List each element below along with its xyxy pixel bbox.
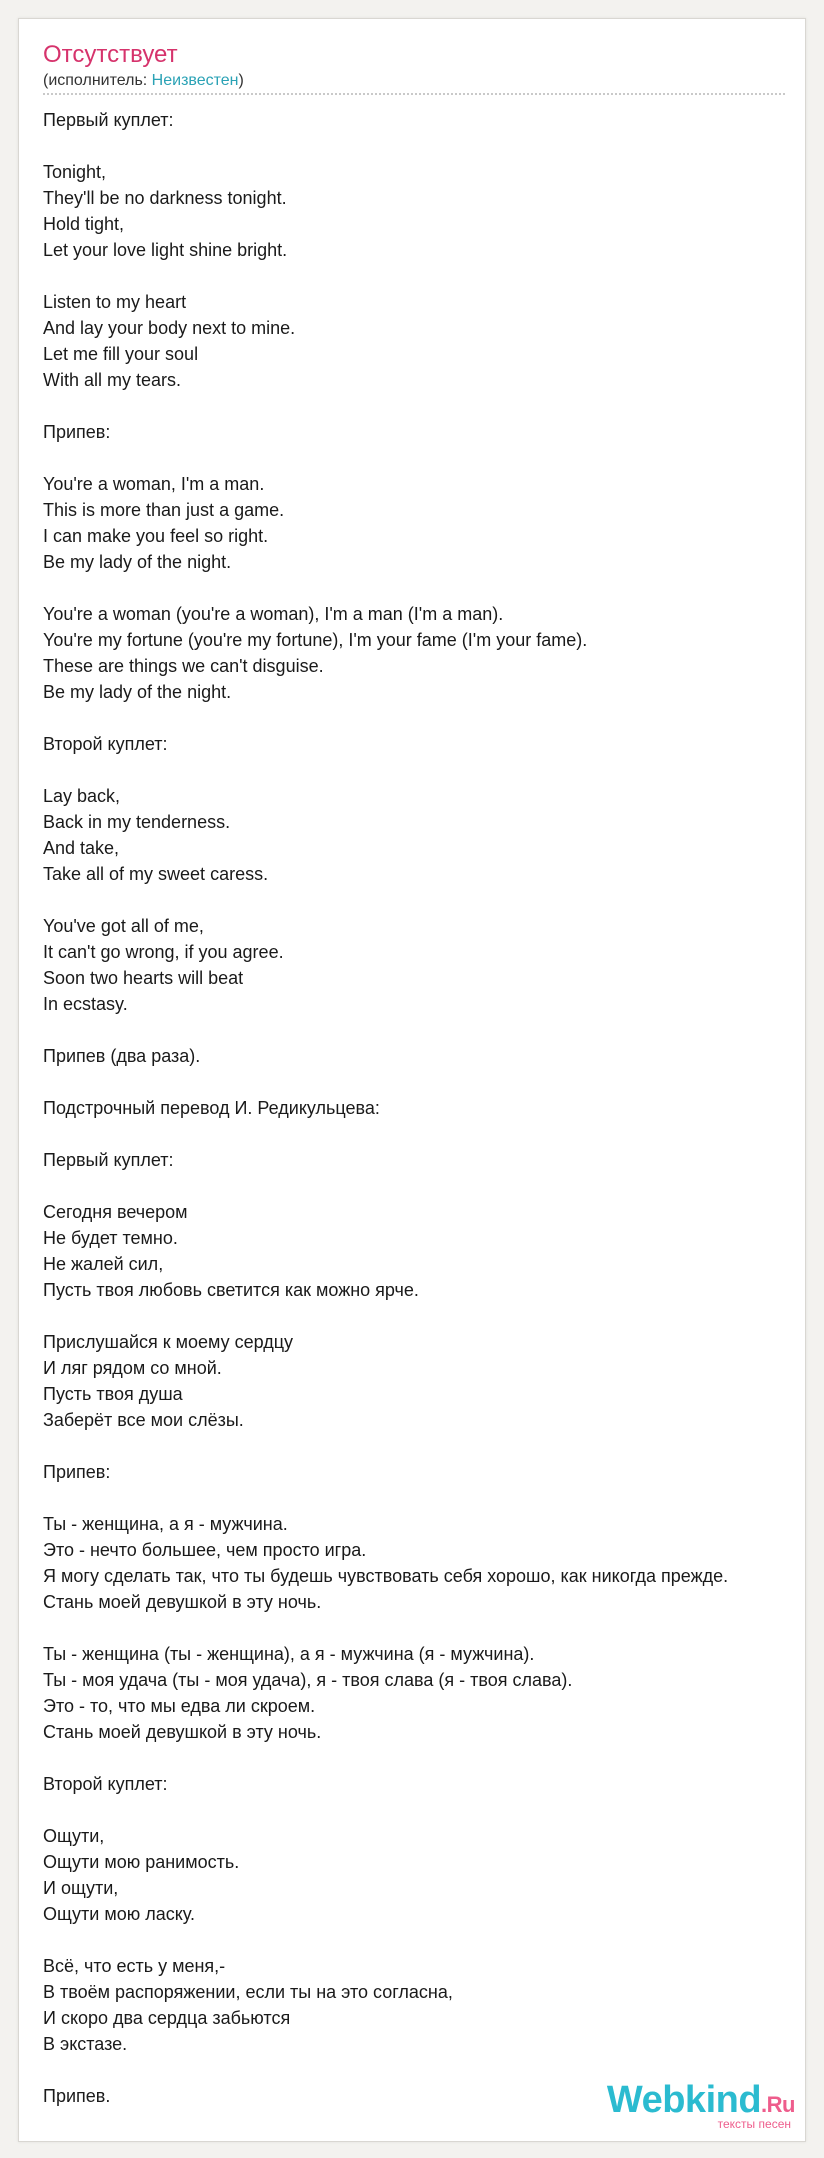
lyric-line: Не жалей сил, — [43, 1254, 164, 1274]
lyric-line — [43, 1121, 806, 1147]
lyric-line: Припев: — [43, 1462, 111, 1482]
logo-main-text: Webkind — [606, 2079, 762, 2121]
lyric-line: Пусть твоя любовь светится как можно ярче. — [43, 1280, 419, 1300]
lyric-line: Ты - моя удача (ты - моя удача), я - твоя слава (я - твоя слава). — [43, 1670, 573, 1690]
lyric-line: They'll be no darkness tonight. — [43, 188, 287, 208]
lyric-line — [43, 445, 806, 471]
lyric-line: Take all of my sweet caress. — [43, 864, 269, 884]
lyric-line: Ты - женщина, а я - мужчина. — [43, 1514, 288, 1534]
lyric-line — [43, 1433, 806, 1459]
lyric-line: Hold tight, — [43, 214, 125, 234]
lyrics-card — [18, 18, 806, 2142]
lyric-line: Второй куплет: — [43, 1774, 168, 1794]
lyric-line — [43, 1069, 806, 1095]
lyric-line: Не будет темно. — [43, 1228, 178, 1248]
lyric-line: With all my tears. — [43, 370, 182, 390]
lyric-line: Первый куплет: — [43, 110, 174, 130]
lyric-line: Заберёт все мои слёзы. — [43, 1410, 244, 1430]
lyric-line: Be my lady of the night. — [43, 552, 232, 572]
lyric-line: This is more than just a game. — [43, 500, 285, 520]
lyric-line — [43, 1797, 806, 1823]
lyric-line: Всё, что есть у меня,- — [43, 1956, 226, 1976]
lyric-line — [43, 705, 806, 731]
lyric-line: Back in my tenderness. — [43, 812, 231, 832]
lyric-line — [43, 133, 806, 159]
lyric-line: You're a woman, I'm a man. — [43, 474, 265, 494]
lyric-line — [43, 393, 806, 419]
lyric-line: Это - то, что мы едва ли скроем. — [43, 1696, 316, 1716]
header-divider — [43, 93, 785, 95]
artist-suffix: ) — [238, 72, 244, 89]
lyric-line: And take, — [43, 838, 120, 858]
lyric-line — [43, 263, 806, 289]
lyric-line: Ощути, — [43, 1826, 105, 1846]
lyric-line: Припев (два раза). — [43, 1046, 201, 1066]
logo-suffix: .Ru — [761, 2092, 795, 2117]
lyric-line: You're a woman (you're a woman), I'm a man (I'm a man). — [43, 604, 504, 624]
lyric-line — [43, 1173, 806, 1199]
site-logo[interactable] — [607, 2081, 795, 2131]
lyric-line — [43, 1745, 806, 1771]
lyric-line — [43, 575, 806, 601]
lyric-line: You've got all of me, — [43, 916, 204, 936]
lyric-line: Прислушайся к моему сердцу — [43, 1332, 294, 1352]
lyric-line: Ты - женщина (ты - женщина), а я - мужчина (я - мужчина). — [43, 1644, 535, 1664]
lyric-line: В твоём распоряжении, если ты на это согласна, — [43, 1982, 453, 2002]
lyric-line: И скоро два сердца забьются — [43, 2008, 291, 2028]
lyric-line: Я могу сделать так, что ты будешь чувствовать себя хорошо, как никогда прежде. — [43, 1566, 729, 1586]
lyric-line — [43, 1927, 806, 1953]
lyric-line — [43, 1303, 806, 1329]
lyric-line: Ощути мою ранимость. — [43, 1852, 240, 1872]
lyric-line: Стань моей девушкой в эту ночь. — [43, 1722, 322, 1742]
lyric-line: And lay your body next to mine. — [43, 318, 296, 338]
logo-wordmark — [607, 2081, 795, 2119]
lyric-line: И ощути, — [43, 1878, 119, 1898]
lyric-line: Soon two hearts will beat — [43, 968, 244, 988]
lyric-line: В экстазе. — [43, 2034, 128, 2054]
artist-prefix: (исполнитель: — [43, 72, 152, 89]
lyric-line: In ecstasy. — [43, 994, 128, 1014]
lyric-line: Ощути мою ласку. — [43, 1904, 195, 1924]
lyric-line: Припев. — [43, 2086, 111, 2106]
lyric-line — [43, 1485, 806, 1511]
lyric-line: Стань моей девушкой в эту ночь. — [43, 1592, 322, 1612]
lyric-line: Первый куплет: — [43, 1150, 174, 1170]
lyric-line: These are things we can't disguise. — [43, 656, 324, 676]
lyric-line: Сегодня вечером — [43, 1202, 188, 1222]
lyric-line — [43, 1615, 806, 1641]
lyric-line: Let your love light shine bright. — [43, 240, 288, 260]
lyric-line: Let me fill your soul — [43, 344, 199, 364]
lyric-line: It can't go wrong, if you agree. — [43, 942, 284, 962]
lyric-line: Listen to my heart — [43, 292, 187, 312]
artist-link[interactable]: Неизвестен — [151, 72, 239, 89]
logo-tagline: тексты песен — [717, 2117, 791, 2131]
lyric-line: Be my lady of the night. — [43, 682, 232, 702]
lyric-line: Припев: — [43, 422, 111, 442]
lyric-line: Lay back, — [43, 786, 121, 806]
lyric-line: Второй куплет: — [43, 734, 168, 754]
artist-line — [43, 72, 244, 90]
lyric-line: You're my fortune (you're my fortune), I'm your fame (I'm your fame). — [43, 630, 588, 650]
lyric-line: Это - нечто большее, чем просто игра. — [43, 1540, 367, 1560]
lyric-line: Пусть твоя душа — [43, 1384, 183, 1404]
lyric-line — [43, 757, 806, 783]
lyric-line: Tonight, — [43, 162, 107, 182]
lyrics-text — [43, 107, 806, 2109]
lyric-line: I can make you feel so right. — [43, 526, 269, 546]
lyric-line: И ляг рядом со мной. — [43, 1358, 222, 1378]
lyric-line — [43, 1017, 806, 1043]
song-title: Отсутствует — [43, 41, 178, 68]
lyric-line — [43, 887, 806, 913]
lyric-line: Подстрочный перевод И. Редикульцева: — [43, 1098, 380, 1118]
